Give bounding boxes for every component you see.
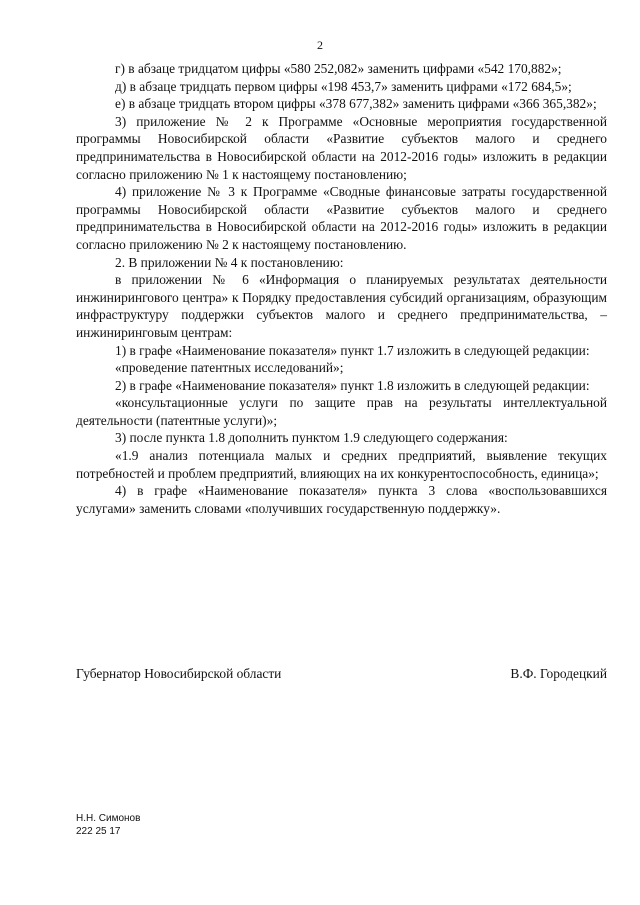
paragraph-sub-4: 4) в графе «Наименование показателя» пункта 3 слова «воспользовавшихся услугами» заменить словами «получивших государственную поддержку». bbox=[76, 483, 607, 516]
signature-name: В.Ф. Городецкий bbox=[510, 666, 607, 681]
paragraph-sub-3: 3) после пункта 1.8 дополнить пунктом 1.9 следующего содержания: bbox=[115, 430, 508, 446]
signature-position: Губернатор Новосибирской области bbox=[76, 666, 282, 681]
executor-phone: 222 25 17 bbox=[76, 826, 121, 837]
paragraph-appendix-6: в приложении № 6 «Информация о планируемых результатах деятельности инжинирингового центра» к Порядку предоставления субсидий организациям, образующим инфраструктуру поддержки субъектов малого и среднего предпринимательства, – инжиниринговым центрам: bbox=[76, 272, 607, 340]
paragraph-item-g: г) в абзаце тридцатом цифры «580 252,082» заменить цифрами «542 170,882»; bbox=[115, 61, 562, 76]
executor-block bbox=[76, 812, 140, 838]
paragraph-sub-2: 2) в графе «Наименование показателя» пункт 1.8 изложить в следующей редакции: bbox=[115, 377, 590, 393]
executor-name: Н.Н. Симонов bbox=[76, 813, 141, 824]
paragraph-quote-1-9: «1.9 анализ потенциала малых и средних предприятий, выявление текущих потребностей и проблем предприятий, влияющих на их конкурентоспособность, единица»; bbox=[76, 448, 607, 481]
page-number: 2 bbox=[317, 38, 323, 52]
paragraph-item-e: е) в абзаце тридцать втором цифры «378 677,382» заменить цифрами «366 365,382»; bbox=[115, 96, 597, 112]
paragraph-item-d: д) в абзаце тридцать первом цифры «198 453,7» заменить цифрами «172 684,5»; bbox=[115, 78, 572, 94]
paragraph-section-2: 2. В приложении № 4 к постановлению: bbox=[115, 254, 344, 270]
paragraph-quote-1-7: «проведение патентных исследований»; bbox=[115, 360, 344, 376]
paragraph-quote-1-8: «консультационные услуги по защите прав на результаты интеллектуальной деятельности (патентные услуги)»; bbox=[76, 395, 607, 428]
document-body bbox=[76, 60, 607, 517]
paragraph-sub-1: 1) в графе «Наименование показателя» пункт 1.7 изложить в следующей редакции: bbox=[115, 342, 590, 358]
paragraph-item-3: 3) приложение № 2 к Программе «Основные мероприятия государственной программы Новосибирской области «Развитие субъектов малого и среднего предпринимательства в Новосибирской области на 2012-2016 годы» изложить в редакции согласно приложению № 1 к настоящему постановлению; bbox=[76, 113, 607, 182]
paragraph-item-4: 4) приложение № 3 к Программе «Сводные финансовые затраты государственной программы Новосибирской области «Развитие субъектов малого и среднего предпринимательства в Новосибирской области на 2012-2016 годы» изложить в редакции согласно приложению № 2 к настоящему постановлению. bbox=[76, 184, 607, 252]
